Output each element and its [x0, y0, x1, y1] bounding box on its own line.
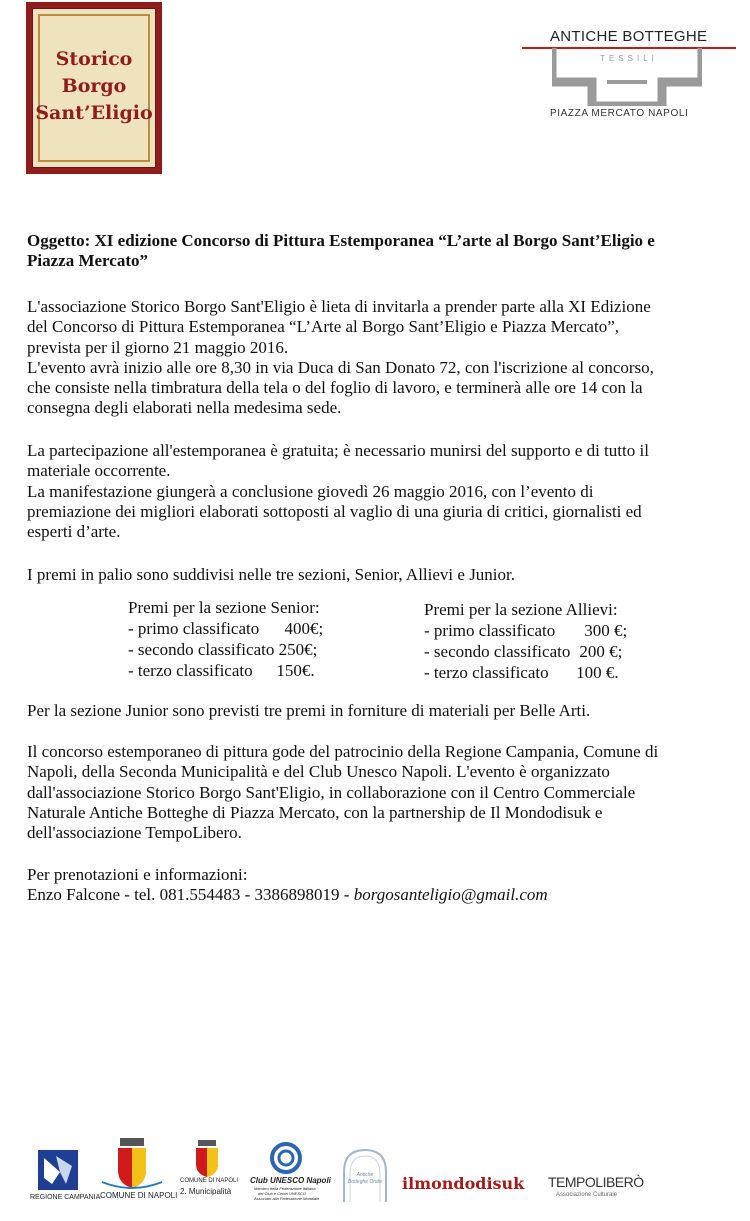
paragraph-prizes-intro: I premi in palio sono suddivisi nelle tre sezioni, Senior, Allievi e Junior.	[27, 565, 516, 584]
tempolibero-logo: TEMPOLIBERÒ Associazione Culturale	[548, 1174, 644, 1198]
botteghe-subtitle: TESSILI	[600, 54, 658, 63]
paragraph-participation: La partecipazione all'estemporanea è gratuita; è necessario munirsi del supporto e di tutto il materiale occorrente. La manifestazione giungerà a conclusione giovedì 26 maggio 2016, con l’evento di premiazione dei migliori elaborati sottoposti al vaglio di una giuria di critici, giornalisti ed esperti d’arte.	[27, 441, 649, 542]
prize-row: - terzo classificato 150€.	[128, 661, 315, 680]
comune-napoli-logo: COMUNE DI NAPOLI	[98, 1138, 166, 1202]
prize-row: - primo classificato 300 €;	[424, 621, 628, 640]
storico-borgo-logo	[26, 2, 162, 174]
paragraph-junior: Per la sezione Junior sono previsti tre premi in forniture di materiali per Belle Arti.	[27, 701, 591, 720]
prizes-senior: Premi per la sezione Senior: - primo classificato 400€; - secondo classificato 250€; - terzo classificato 150€.	[128, 598, 324, 680]
building-outline-icon	[552, 48, 702, 106]
prize-row: - secondo classificato 250€;	[128, 640, 318, 659]
prize-row: - secondo classificato 200 €;	[424, 642, 623, 661]
antiche-botteghe-orafe-logo: Antiche Botteghe Orafe	[338, 1146, 392, 1206]
contact-block: Per prenotazioni e informazioni: Enzo Falcone - tel. 081.554483 - 3386898019 - borgosanteligio@gmail.com	[27, 865, 548, 905]
municipalita-shield-icon	[178, 1140, 238, 1178]
regione-emblem-icon	[30, 1148, 86, 1194]
comune-shield-icon	[98, 1138, 166, 1190]
botteghe-name: ANTICHE BOTTEGHE	[550, 28, 708, 45]
paragraph-invitation: L'associazione Storico Borgo Sant'Eligio è lieta di invitarla a prender parte alla XI Edizione del Concorso di Pittura Estemporanea “L’Arte al Borgo Sant’Eligio e Piazza Mercato”, prevista per il giorno 21 maggio 2016. L'evento avrà inizio alle ore 8,30 in via Duca di San Donato 72, con l'iscrizione al concorso, che consiste nella timbratura della tela o del foglio di lavoro, e terminerà alle ore 14 con la consegna degli elaborati nella medesima sede.	[27, 297, 654, 418]
unesco-spiral-icon	[266, 1142, 306, 1176]
municipalita-logo: COMUNE DI NAPOLI 2. Municipalità	[178, 1140, 238, 1206]
paragraph-patronage: Il concorso estemporaneo di pittura gode del patrocinio della Regione Campania, Comune di Napoli, della Seconda Municipalità e del Club Unesco Napoli. L'evento è organizzato dall'associazione Storico Borgo Sant'Eligio, in collaborazione con il Centro Commerciale Naturale Antiche Botteghe di Piazza Mercato, con la partnership de Il Mondodisuk e dell'associazione TempoLibero.	[27, 742, 659, 843]
subject-heading: Oggetto: XI edizione Concorso di Pittura Estemporanea “L’arte al Borgo Sant’Eligio e Piazza Mercato”	[27, 231, 655, 271]
antiche-botteghe-logo	[522, 22, 736, 126]
prize-row: - terzo classificato 100 €.	[424, 663, 619, 682]
prize-row: - primo classificato 400€;	[128, 619, 324, 638]
email-link[interactable]: borgosanteligio@gmail.com	[353, 885, 548, 905]
prizes-allievi: Premi per la sezione Allievi: - primo classificato 300 €; - secondo classificato 200 €; - terzo classificato 100 €.	[424, 600, 628, 682]
logo-title: Storico Borgo Sant’Eligio	[35, 48, 153, 124]
club-unesco-logo: Club UNESCO Napoli Membro della Federazione Italiana dei Club e Centri UNESCO Associato alla Federazione Mondiale	[248, 1142, 328, 1206]
botteghe-location: PIAZZA MERCATO NAPOLI	[550, 108, 689, 119]
regione-campania-logo: REGIONE CAMPANIA	[30, 1148, 86, 1204]
ilmondodisuk-logo: ilmondodisuk	[402, 1174, 525, 1193]
